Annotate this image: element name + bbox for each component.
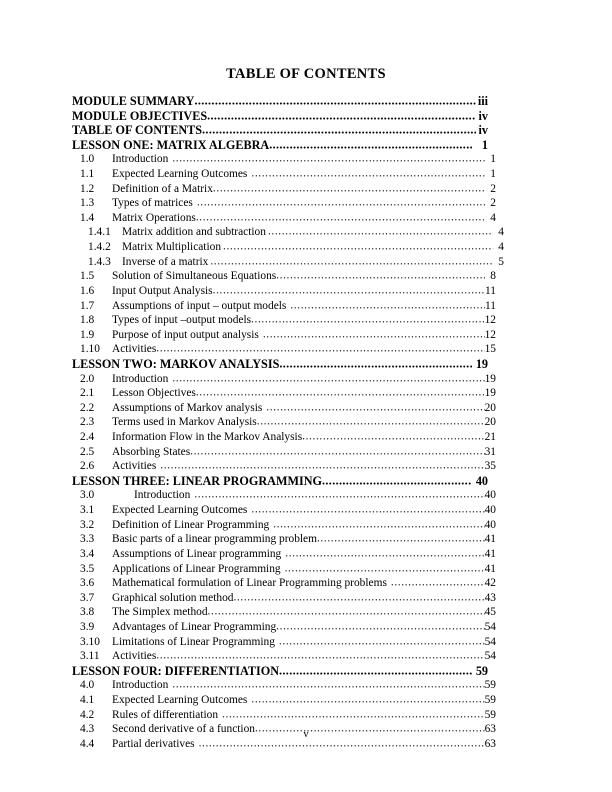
toc-entry-number: 3.2 — [80, 518, 95, 531]
toc-entry-label: Activities — [112, 343, 157, 356]
toc-entry-number: 1.8 — [80, 314, 95, 327]
toc-entry[interactable] — [72, 94, 498, 109]
toc-entry-number: 1.0 — [80, 153, 95, 166]
toc-entry[interactable] — [72, 401, 497, 416]
toc-entry-number: 2.3 — [80, 416, 95, 429]
toc-entry[interactable] — [72, 503, 497, 518]
toc-entry-label: Mathematical formulation of Linear Programming problems — [112, 577, 387, 590]
toc-entry[interactable] — [72, 123, 498, 138]
toc-entry-label: Introduction — [112, 679, 169, 692]
toc-entry-label: Matrix addition and subtraction — [122, 226, 266, 239]
toc-entry-label: Graphical solution method — [112, 591, 234, 604]
dot-leader — [223, 240, 493, 254]
toc-entry[interactable] — [72, 620, 497, 635]
toc-entry-page-number: 43 — [484, 591, 496, 604]
toc-entry-page-number: 35 — [484, 460, 496, 473]
toc-entry-label: TABLE OF CONTENTS — [72, 123, 203, 138]
dot-leader — [208, 605, 485, 619]
toc-entry-page-number: 42 — [484, 577, 496, 590]
toc-entry-page-number: 8 — [490, 270, 496, 283]
dot-leader — [269, 138, 472, 152]
dot-leader — [190, 445, 484, 459]
toc-entry-label: MODULE SUMMARY — [72, 94, 195, 108]
toc-entry-page-number: 41 — [484, 562, 496, 575]
toc-entry-label: MODULE OBJECTIVES — [72, 108, 208, 123]
dot-leader — [251, 167, 485, 181]
dot-leader — [210, 255, 493, 269]
toc-entry[interactable] — [72, 342, 497, 357]
toc-entry[interactable] — [72, 445, 497, 460]
toc-entry[interactable] — [72, 167, 497, 182]
toc-entry-label: Matrix Operations — [112, 211, 196, 224]
dot-leader — [279, 357, 471, 371]
toc-entry-page-number: 59 — [484, 679, 496, 692]
dot-leader — [391, 576, 485, 590]
toc-entry-page-number: 45 — [484, 606, 496, 619]
toc-entry-page-number: 54 — [484, 650, 496, 663]
toc-entry-page-number: 20 — [484, 416, 496, 429]
toc-entry-page-number: 2 — [490, 197, 496, 210]
toc-entry-label: Limitations of Linear Programming — [112, 635, 275, 648]
toc-entry-label: Absorbing States — [112, 445, 191, 458]
dot-leader — [156, 649, 484, 663]
toc-entry-page-number: 1 — [490, 168, 496, 181]
toc-entry[interactable] — [72, 415, 497, 430]
toc-entry[interactable] — [72, 386, 497, 401]
toc-entry-page-number: 54 — [484, 635, 496, 648]
toc-entry-label: Introduction — [112, 372, 169, 385]
toc-entry-number: 3.9 — [80, 620, 95, 633]
toc-entry-label: Second derivative of a function — [112, 723, 255, 736]
toc-entry-number: 3.10 — [80, 635, 100, 648]
toc-entry-number: 3.6 — [80, 577, 95, 590]
dot-leader — [285, 562, 485, 576]
table-of-contents-list — [72, 94, 504, 751]
toc-entry[interactable] — [72, 488, 497, 503]
toc-entry-page-number: 31 — [484, 445, 496, 458]
dot-leader — [194, 488, 484, 502]
toc-entry-label: Definition of Linear Programming — [112, 518, 270, 531]
toc-entry-number: 2.6 — [80, 460, 95, 473]
toc-entry-label: Partial derivatives — [112, 737, 195, 750]
toc-entry-page-number: 63 — [484, 737, 496, 750]
toc-entry-page-number: iii — [477, 94, 488, 108]
toc-entry[interactable] — [72, 211, 497, 226]
dot-leader — [202, 123, 476, 137]
toc-entry-page-number: 41 — [484, 547, 496, 560]
toc-entry-label: Activities — [112, 650, 157, 663]
dot-leader — [266, 401, 484, 415]
toc-entry-number: 3.3 — [80, 533, 95, 546]
toc-entry-label: Expected Learning Outcomes — [112, 504, 248, 517]
toc-entry-label: The Simplex method — [112, 606, 208, 619]
footer-page-number: v — [303, 729, 309, 740]
toc-entry[interactable] — [72, 649, 497, 664]
toc-entry-page-number: 4 — [498, 241, 504, 254]
toc-entry-page-number: 4 — [490, 211, 496, 224]
toc-entry-label: Lesson Objectives — [112, 387, 196, 400]
toc-entry-label: Input Output Analysis — [112, 284, 213, 297]
toc-entry-label: Purpose of input output analysis — [112, 328, 259, 341]
toc-entry-number: 3.0 — [80, 489, 95, 502]
dot-leader — [213, 284, 485, 298]
toc-entry-label: Activities — [112, 460, 157, 473]
toc-entry-label: Advantages of Linear Programming — [112, 620, 277, 633]
dot-leader — [279, 635, 485, 649]
toc-entry-page-number: 20 — [484, 401, 496, 414]
toc-entry[interactable] — [72, 152, 497, 167]
dot-leader — [276, 620, 484, 634]
toc-entry-page-number: 54 — [484, 620, 496, 633]
toc-entry-label: Solution of Simultaneous Equations — [112, 270, 277, 283]
toc-entry[interactable] — [72, 182, 497, 197]
dot-leader — [156, 342, 484, 356]
toc-entry-number: 4.3 — [80, 723, 95, 736]
toc-entry-label: Assumptions of input – output models — [112, 299, 287, 312]
toc-entry-label: Assumptions of Linear programming — [112, 547, 282, 560]
toc-entry-label: LESSON ONE: MATRIX ALGEBRA — [72, 137, 270, 152]
toc-entry-page-number: 11 — [485, 299, 496, 312]
toc-entry-label: LESSON THREE: LINEAR PROGRAMMING — [72, 473, 322, 488]
toc-entry-number: 3.1 — [80, 504, 95, 517]
dot-leader — [276, 269, 485, 283]
toc-entry-page-number: 15 — [484, 343, 496, 356]
dot-leader — [268, 225, 493, 239]
toc-entry-label: LESSON FOUR: DIFFERENTIATION — [72, 663, 279, 678]
toc-entry[interactable] — [72, 532, 497, 547]
toc-entry-page-number: 1 — [481, 137, 488, 152]
toc-entry[interactable] — [72, 328, 497, 343]
toc-entry-label: Expected Learning Outcomes — [112, 693, 248, 706]
toc-entry-label: Introduction — [134, 489, 191, 502]
toc-entry[interactable] — [72, 664, 498, 679]
dot-leader — [160, 459, 484, 473]
toc-entry-page-number: 59 — [484, 708, 496, 721]
toc-entry-label: Rules of differentiation — [112, 708, 219, 721]
toc-entry[interactable] — [72, 357, 498, 372]
dot-leader — [279, 664, 472, 678]
toc-entry-number: 3.7 — [80, 591, 95, 604]
dot-leader — [317, 532, 485, 546]
toc-entry[interactable] — [72, 225, 505, 240]
toc-entry-number: 1.6 — [80, 284, 95, 297]
toc-entry[interactable] — [72, 269, 497, 284]
dot-leader — [251, 693, 484, 707]
toc-entry[interactable] — [72, 240, 505, 255]
toc-entry[interactable] — [72, 474, 498, 489]
toc-entry-page-number: iv — [478, 108, 488, 123]
toc-entry-page-number: 2 — [490, 182, 496, 195]
toc-entry-number: 1.5 — [80, 270, 95, 283]
toc-entry-number: 4.0 — [80, 679, 95, 692]
dot-leader — [233, 591, 484, 605]
toc-entry-label: Assumptions of Markov analysis — [112, 401, 263, 414]
toc-entry-page-number: iv — [478, 123, 488, 138]
toc-entry-label: Applications of Linear Programming — [112, 562, 281, 575]
toc-entry-number: 4.1 — [80, 693, 95, 706]
toc-entry-label: LESSON TWO: MARKOV ANALYSIS — [72, 356, 280, 371]
toc-entry[interactable] — [72, 459, 497, 474]
toc-entry[interactable] — [72, 138, 498, 153]
dot-leader — [273, 518, 484, 532]
toc-entry-number: 1.3 — [80, 197, 95, 210]
toc-entry-number: 1.2 — [80, 182, 95, 195]
toc-entry-page-number: 40 — [475, 473, 488, 488]
dot-leader — [290, 299, 485, 313]
toc-entry[interactable] — [72, 605, 497, 620]
toc-entry-page-number: 59 — [484, 693, 496, 706]
toc-entry[interactable] — [72, 678, 497, 693]
toc-entry-label: Expected Learning Outcomes — [112, 168, 248, 181]
toc-entry-number: 1.7 — [80, 299, 95, 312]
toc-entry-number: 1.1 — [80, 168, 95, 181]
dot-leader — [322, 474, 472, 488]
page-title: TABLE OF CONTENTS — [226, 66, 386, 82]
toc-entry-label: Types of input –output models — [112, 314, 252, 327]
toc-entry-label: Types of matrices — [112, 197, 193, 210]
toc-entry-number: 3.11 — [80, 650, 100, 663]
toc-entry-number: 3.5 — [80, 562, 95, 575]
dot-leader — [263, 328, 485, 342]
toc-entry-page-number: 19 — [484, 387, 496, 400]
toc-entry-page-number: 40 — [484, 504, 496, 517]
toc-entry[interactable] — [72, 430, 497, 445]
toc-entry-number: 1.9 — [80, 328, 95, 341]
toc-entry-page-number: 63 — [484, 723, 496, 736]
toc-entry-page-number: 4 — [498, 226, 504, 239]
dot-leader — [213, 182, 485, 196]
dot-leader — [196, 211, 485, 225]
toc-entry-number: 3.8 — [80, 606, 95, 619]
toc-entry-number: 4.2 — [80, 708, 95, 721]
toc-entry-page-number: 59 — [475, 663, 488, 678]
dot-leader — [172, 152, 485, 166]
toc-entry-number: 2.4 — [80, 431, 95, 444]
toc-entry-number: 1.4.3 — [88, 255, 111, 268]
dot-leader — [285, 547, 484, 561]
toc-entry[interactable] — [72, 576, 497, 591]
dot-leader — [197, 196, 485, 210]
toc-entry-number: 1.4 — [80, 211, 95, 224]
toc-entry-page-number: 40 — [484, 489, 496, 502]
toc-entry-label: Basic parts of a linear programming problem — [112, 533, 317, 546]
toc-entry[interactable] — [72, 284, 497, 299]
toc-entry[interactable] — [72, 299, 497, 314]
toc-entry[interactable] — [72, 109, 498, 124]
toc-entry-label: Matrix Multiplication — [122, 241, 222, 254]
dot-leader — [302, 430, 484, 444]
toc-entry-page-number: 1 — [490, 153, 496, 166]
toc-entry-number: 4.4 — [80, 737, 95, 750]
toc-entry-number: 1.4.2 — [88, 241, 111, 254]
toc-entry[interactable] — [72, 518, 497, 533]
toc-entry-label: Introduction — [112, 153, 169, 166]
dot-leader — [196, 386, 485, 400]
dot-leader — [251, 313, 485, 327]
toc-entry-page-number: 11 — [485, 284, 496, 297]
toc-entry-page-number: 12 — [484, 328, 496, 341]
dot-leader — [251, 503, 484, 517]
toc-entry-number: 2.0 — [80, 372, 95, 385]
toc-entry[interactable] — [72, 562, 497, 577]
toc-entry-label: Information Flow in the Markov Analysis — [112, 431, 303, 444]
dot-leader — [222, 708, 485, 722]
toc-entry-label: Inverse of a matrix — [122, 255, 209, 268]
toc-entry-page-number: 40 — [484, 518, 496, 531]
toc-entry-label: Definition of a Matrix — [112, 182, 213, 195]
toc-entry[interactable] — [72, 591, 497, 606]
dot-leader — [172, 678, 484, 692]
toc-entry[interactable] — [72, 313, 497, 328]
toc-entry-page-number: 19 — [475, 356, 488, 371]
toc-entry-page-number: 12 — [484, 314, 496, 327]
dot-leader — [207, 109, 476, 123]
dot-leader — [194, 94, 476, 108]
toc-entry[interactable] — [72, 693, 497, 708]
toc-entry-page-number: 21 — [484, 431, 496, 444]
toc-entry-number: 3.4 — [80, 547, 95, 560]
toc-entry[interactable] — [72, 196, 497, 211]
toc-entry[interactable] — [72, 255, 505, 270]
dot-leader — [257, 415, 485, 429]
toc-entry-page-number: 5 — [498, 255, 504, 268]
toc-entry-number: 1.10 — [80, 343, 100, 356]
toc-entry-label: Terms used in Markov Analysis — [112, 416, 257, 429]
dot-leader — [172, 372, 484, 386]
toc-entry[interactable] — [72, 708, 497, 723]
toc-entry[interactable] — [72, 635, 497, 650]
toc-entry-page-number: 19 — [484, 372, 496, 385]
toc-entry[interactable] — [72, 372, 497, 387]
toc-entry[interactable] — [72, 547, 497, 562]
toc-entry-number: 2.2 — [80, 401, 95, 414]
toc-entry-number: 1.4.1 — [88, 226, 111, 239]
toc-entry-number: 2.1 — [80, 387, 95, 400]
toc-entry-page-number: 41 — [484, 533, 496, 546]
toc-entry-number: 2.5 — [80, 445, 95, 458]
